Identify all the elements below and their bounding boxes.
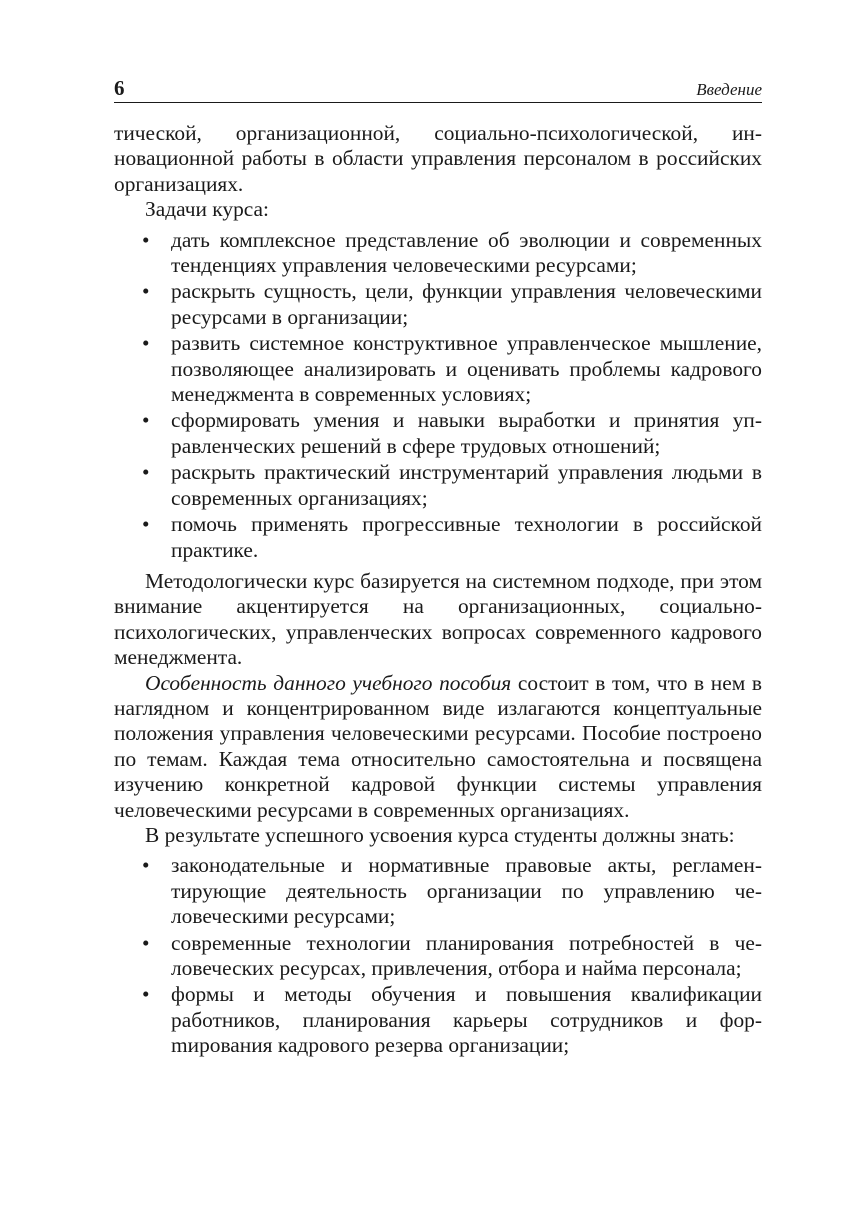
bullet-icon: •: [142, 512, 150, 537]
list-item-text: развить системное конструктивное управленческое мышление, позволяющее анализировать и оценивать проблемы кадрового менеджмента в современных условиях;: [171, 331, 762, 407]
list-item: [114, 460, 762, 511]
list-item: [114, 982, 762, 1058]
feature-paragraph: [114, 671, 762, 823]
list-item-text: дать комплексное представление об эволюции и современных тенденциях управления человеческими ресурсами;: [171, 227, 762, 278]
bullet-icon: •: [142, 460, 150, 485]
list-item: [114, 331, 762, 407]
methodology-paragraph: Методологически курс базируется на системном подходе, при этом внимание акцентируется на организационных, социально-психологических, управленческих вопросах современного кадрового менеджмента.: [114, 568, 762, 670]
list-item-text: раскрыть практический инструментарий управления людьми в современных организациях;: [171, 460, 762, 510]
bullet-icon: •: [142, 279, 150, 304]
feature-lead: Особенность данного учебного пособия: [145, 670, 512, 695]
bullet-icon: •: [142, 982, 150, 1007]
book-page: [114, 76, 762, 1065]
paragraph-continuation: тической, организационной, социально-психологической, инновационной работы в области управления персоналом в российских организациях.: [114, 121, 762, 196]
result-intro-paragraph: В результате успешного усвоения курса студенты должны знать:: [145, 822, 735, 847]
body-text: [114, 121, 762, 1059]
list-item-text: помочь применять прогрессивные технологии в российской практике.: [171, 512, 762, 562]
bullet-icon: •: [142, 331, 150, 356]
bullet-icon: •: [142, 227, 150, 252]
section-title: Введение: [696, 80, 762, 99]
bullet-icon: •: [142, 853, 150, 878]
page-number: 6: [114, 76, 125, 100]
tasks-list: [114, 228, 762, 563]
tasks-heading: Задачи курса:: [145, 197, 269, 222]
list-item: [114, 279, 762, 330]
list-item-text: формы и методы обучения и повышения квалификации работников, планирования карьеры сотрудников и форmирования кадрового резерва организации;: [171, 982, 762, 1058]
list-item: [114, 408, 762, 459]
feature-rest: состоит в том, что в нем в наглядном и концентрированном виде излагаются концептуальные положения управления человеческими ресурсами. Пособие построено по темам. Каждая тема относительно самостоятельна и посвящена изучению конкретной кадровой функции системы управления человеческими ресурсами в современных организациях.: [114, 670, 762, 822]
bullet-icon: •: [142, 930, 150, 955]
list-item-text: законодательные и нормативные правовые акты, регламентирующие деятельность организации по управлению человеческими ресурсами;: [171, 853, 762, 929]
list-item-text: раскрыть сущность, цели, функции управления человеческими ресурсами в организации;: [171, 279, 762, 329]
list-item-text: сформировать умения и навыки выработки и принятия управленческих решений в сфере трудовых отношений;: [171, 408, 762, 458]
list-item: [114, 931, 762, 982]
list-item: [114, 853, 762, 929]
bullet-icon: •: [142, 408, 150, 433]
list-item: [114, 512, 762, 563]
know-list: [114, 853, 762, 1058]
running-head: [114, 76, 762, 103]
list-item-text: современные технологии планирования потребностей в человеческих ресурсах, привлечения, отбора и найма персонала;: [171, 930, 762, 980]
list-item: [114, 228, 762, 279]
